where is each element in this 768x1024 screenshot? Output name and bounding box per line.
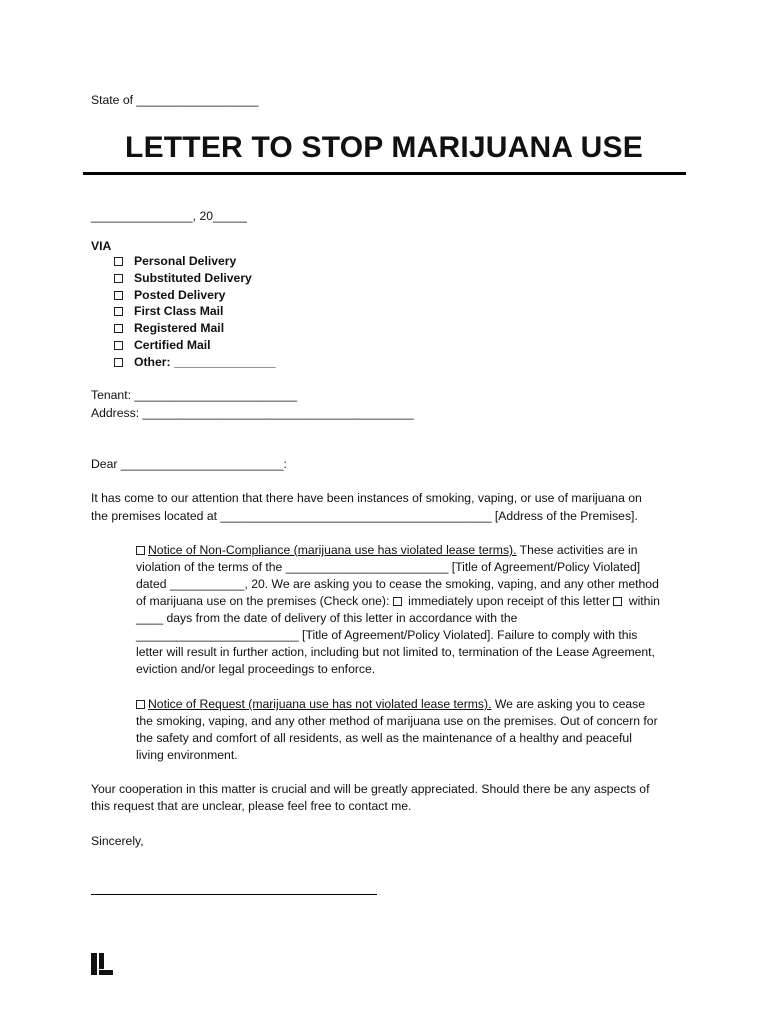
via-option-posted-delivery xyxy=(114,287,225,304)
closing-line: this request that are unclear, please feel free to contact me. xyxy=(91,799,412,813)
via-option-other xyxy=(114,354,276,371)
via-option-label: Other: _______________ xyxy=(134,355,276,369)
date-field: _______________, 20_____ xyxy=(91,209,247,223)
checkbox-icon xyxy=(613,597,622,606)
checkbox-icon xyxy=(114,341,123,350)
option-text: These activities are in xyxy=(516,543,638,557)
checkbox-icon xyxy=(114,358,123,367)
checkbox-icon xyxy=(136,700,145,709)
sign-off: Sincerely, xyxy=(91,834,144,848)
option-heading: Notice of Request (marijuana use has not violated lease terms). xyxy=(148,697,492,711)
checkbox-icon xyxy=(114,324,123,333)
via-option-label: Certified Mail xyxy=(134,338,211,352)
via-option-first-class-mail xyxy=(114,303,223,320)
option-non-compliance-check-line xyxy=(136,593,660,610)
option-non-compliance-line: letter will result in further action, including but not limited to, termination of the Lease Agreement, xyxy=(136,645,655,659)
option-non-compliance-line: dated ___________, 20. We are asking you to cease the smoking, vaping, and any other method xyxy=(136,577,659,591)
tenant-field: Tenant: ________________________ xyxy=(91,388,298,402)
option-request-line: the smoking, vaping, and any other method of marijuana use on the premises. Out of concern for xyxy=(136,714,658,728)
option-request-line: living environment. xyxy=(136,748,238,762)
via-option-label: Personal Delivery xyxy=(134,254,237,268)
closing-line: Your cooperation in this matter is crucial and will be greatly appreciated. Should there be any aspects of xyxy=(91,782,650,796)
checkbox-icon xyxy=(114,307,123,316)
via-label: VIA xyxy=(91,239,112,253)
option-text: We are asking you to cease xyxy=(491,697,646,711)
option-request-heading xyxy=(136,696,645,713)
option-non-compliance-line: ________________________ [Title of Agreement/Policy Violated]. Failure to comply with this xyxy=(136,628,638,642)
title-divider xyxy=(83,172,686,175)
page-title: LETTER TO STOP MARIJUANA USE xyxy=(125,131,643,164)
salutation: Dear ________________________: xyxy=(91,457,287,471)
via-option-label: First Class Mail xyxy=(134,304,224,318)
address-field: Address: ________________________________________ xyxy=(91,406,414,420)
checkbox-icon xyxy=(114,257,123,266)
option-non-compliance-line: eviction and/or legal proceedings to enforce. xyxy=(136,662,376,676)
option-heading: Notice of Non-Compliance (marijuana use has violated lease terms). xyxy=(148,543,517,557)
via-option-certified-mail xyxy=(114,337,211,354)
intro-line: the premises located at ________________________________________ [Address of the Premises]. xyxy=(91,509,638,523)
checkbox-icon xyxy=(136,546,145,555)
signature-line xyxy=(91,894,377,895)
option-non-compliance-line: violation of the terms of the ________________________ [Title of Agreement/Policy Violated] xyxy=(136,560,641,574)
option-non-compliance-line: ____ days from the date of delivery of this letter in accordance with the xyxy=(136,611,518,625)
state-of-field: State of __________________ xyxy=(91,93,259,107)
via-option-label: Registered Mail xyxy=(134,321,225,335)
intro-line: It has come to our attention that there have been instances of smoking, vaping, or use of marijuana on xyxy=(91,491,642,505)
option-request-line: the safety and comfort of all residents, as well as the maintenance of a healthy and peaceful xyxy=(136,731,632,745)
checkbox-icon xyxy=(114,291,123,300)
option-text: of marijuana use on the premises (Check one): xyxy=(136,594,393,608)
option-text: within xyxy=(625,594,660,608)
option-non-compliance-heading xyxy=(136,542,638,559)
brand-logo-icon xyxy=(91,953,113,975)
via-option-label: Substituted Delivery xyxy=(134,271,252,285)
via-option-personal-delivery xyxy=(114,253,236,270)
via-option-registered-mail xyxy=(114,320,224,337)
checkbox-icon xyxy=(393,597,402,606)
option-text: immediately upon receipt of this letter xyxy=(404,594,614,608)
via-option-substituted-delivery xyxy=(114,270,252,287)
checkbox-icon xyxy=(114,274,123,283)
via-option-label: Posted Delivery xyxy=(134,288,226,302)
